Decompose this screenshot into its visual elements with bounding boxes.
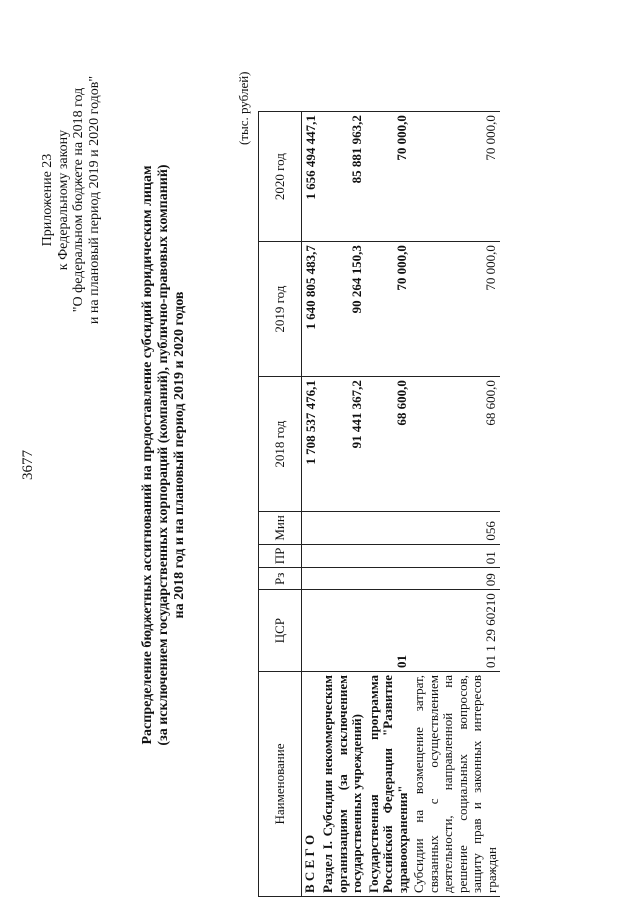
cell-2019: 70 000,0: [366, 242, 412, 377]
cell-pr: 01: [411, 544, 500, 568]
header-2018: 2018 год: [259, 377, 302, 512]
cell-2019: 70 000,0: [411, 242, 500, 377]
cell-2018: 68 600,0: [366, 377, 412, 512]
cell-2019: 90 264 150,3: [320, 242, 366, 377]
cell-min: [302, 512, 321, 544]
cell-min: 056: [411, 512, 500, 544]
cell-rz: [366, 568, 412, 590]
cell-rz: [302, 568, 321, 590]
document-title: [140, 155, 188, 755]
header-pr: ПР: [259, 544, 302, 568]
cell-rz: 09: [411, 568, 500, 590]
header-name: Наименование: [259, 672, 302, 897]
header-2020: 2020 год: [259, 112, 302, 242]
cell-min: [366, 512, 412, 544]
title-line: на 2018 год и на плановый период 2019 и 2020 годов: [172, 291, 187, 619]
cell-name: Государственная программа Российской Федерации "Развитие здравоохранения": [366, 672, 412, 897]
cell-name: Субсидии на возмещение затрат, связанных с осуществлением деятельности, направленной на решение социальных вопросов, защиту прав и законных интересов граждан: [411, 672, 500, 897]
cell-name: В С Е Г О: [302, 672, 321, 897]
appendix-note: [40, 15, 102, 385]
cell-2018: 68 600,0: [411, 377, 500, 512]
cell-csr: [320, 590, 366, 672]
cell-2018: 91 441 367,2: [320, 377, 366, 512]
units-note: (тыс. рублей): [236, 71, 251, 145]
header-min: Мин: [259, 512, 302, 544]
cell-2019: 1 640 805 483,7: [302, 242, 321, 377]
table-row: [411, 112, 500, 897]
cell-csr: 01 1 29 60210: [411, 590, 500, 672]
cell-2020: 70 000,0: [411, 112, 500, 242]
header-2019: 2019 год: [259, 242, 302, 377]
cell-csr: 01: [366, 590, 412, 672]
page-number: 3677: [20, 450, 36, 480]
appendix-line: Приложение 23: [40, 153, 55, 247]
cell-name: Раздел I. Субсидии некоммерческим организациям (за исключением государственных учреждений): [320, 672, 366, 897]
table-row: [320, 112, 366, 897]
cell-pr: [366, 544, 412, 568]
table-header-row: [259, 112, 302, 897]
appendix-line: к Федеральному закону: [55, 129, 71, 271]
table-row-total: [302, 112, 321, 897]
header-csr: ЦСР: [259, 590, 302, 672]
budget-table: [258, 111, 500, 897]
cell-2020: 70 000,0: [366, 112, 412, 242]
appendix-line: и на плановый период 2019 и 2020 годов": [86, 75, 102, 325]
cell-2020: 85 881 963,2: [320, 112, 366, 242]
cell-rz: [320, 568, 366, 590]
header-rz: Рз: [259, 568, 302, 590]
cell-pr: [320, 544, 366, 568]
cell-pr: [302, 544, 321, 568]
title-line: Распределение бюджетных ассигнований на предоставление субсидий юридическим лицам: [140, 165, 155, 745]
table-row: [366, 112, 412, 897]
cell-min: [320, 512, 366, 544]
cell-2018: 1 708 537 476,1: [302, 377, 321, 512]
title-line: (за исключением государственных корпораций (компаний), публично-правовых компаний): [156, 164, 171, 746]
cell-2020: 1 656 494 447,1: [302, 112, 321, 242]
appendix-line: "О федеральном бюджете на 2018 год: [71, 87, 86, 313]
cell-csr: [302, 590, 321, 672]
